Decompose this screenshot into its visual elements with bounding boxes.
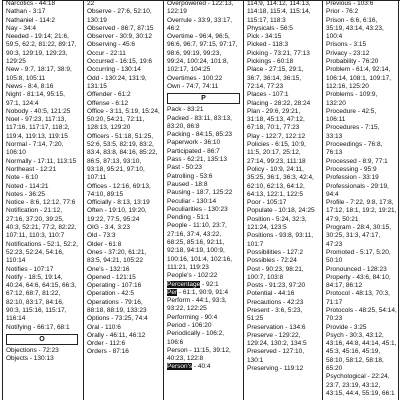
index-entry: Peculiar - 130:14 xyxy=(167,197,217,205)
index-entry: Overpowered - 122:13, 122:19 xyxy=(167,0,234,16)
index-entry: Observe - 27:6, 52:10, 130:19 xyxy=(87,8,152,24)
index-entry: Own - 74:7, 74:11 xyxy=(167,82,219,90)
index-entry: Nathaniel - 114:2 xyxy=(6,16,56,24)
index-entry: Protocol - 48:13, 70:3, 71:17 xyxy=(326,290,390,306)
index-entry: Property - 43:6, 84:10, 84:17, 86:12 xyxy=(326,273,391,290)
index-entry: 114:9, 114:12, 114:13, 114:18, 115:4, 115:14, 115:17, 118:3 xyxy=(247,0,311,24)
index-entry: Physicals - 56:5 xyxy=(247,24,293,32)
index-entry: Policy - 10:9, 24:11, 35:25, 36:1, 36:3, 42:4, 62:10, 62:13, 64:12, 64:13, 122:1, 122:5 xyxy=(247,165,314,198)
index-entry: Provide - 3:25 xyxy=(326,323,367,331)
index-entry: Notify - 18:5, 19:14, 40:24, 64:6, 64:15, 66:3, 67:12, 68:7, 81:22, 82:10, 83:17, 84:16, 90:3, 115:16, 115:17, 116:14 xyxy=(6,273,77,323)
index-entry: Periodically - 106:2, 106:6 xyxy=(167,330,225,346)
index-entry: Pronounced - 128:23 xyxy=(326,265,387,273)
index-entry: Northeast - 12:21 xyxy=(6,165,57,173)
entry-pages: - 92:1 xyxy=(200,280,219,288)
index-entry: Place - 27:15, 29:1, 36:7, 36:14, 36:15, 72:14, 77:23 xyxy=(247,66,304,90)
index-entry: Office - 3:11, 5:19, 15:24, 50:20, 54:21, 72:11, 128:13, 129:20 xyxy=(87,107,160,132)
index-entry: Profession - 33:19 xyxy=(326,174,379,182)
index-entry: Promoted - 5:17, 5:20, 50:10 xyxy=(326,248,391,265)
index-entry: Privacy - 23:12 xyxy=(326,49,370,57)
index-column-2 xyxy=(83,0,162,400)
index-entry: Occurring - 130:14 xyxy=(87,66,141,74)
index-entry: Perform - 44:1, 93:3, 93:22, 122:25 xyxy=(167,297,227,313)
index-letter-header: O xyxy=(6,334,78,345)
index-entry: Nathan - 3:17 xyxy=(6,8,46,16)
index-entry: Pausing - 18:7, 125:22 xyxy=(167,189,233,197)
index-entry: Normal - 7:14, 7:20, 106:10 xyxy=(6,141,64,157)
index-entry: Older - 61:8 xyxy=(87,240,122,248)
index-entry: Observer - 30:9, 30:12 xyxy=(87,33,153,41)
index-entry: Overrule - 33:9, 33:17, 46:2 xyxy=(167,16,233,32)
index-entry: Problem - 61:4, 92:14, 106:14, 108:1, 109:17, 112:16, 125:20 xyxy=(326,66,392,90)
index-entry: Normally - 17:11, 113:15 xyxy=(6,157,77,165)
index-entry: Notes - 36:25 xyxy=(6,190,46,198)
index-entry: Present - 3:6, 5:23, 51:25 xyxy=(247,306,303,323)
index-entry: Nobody - 40:5, 121:25 xyxy=(6,107,71,115)
index-entry: Observed - 86:7, 87:15 xyxy=(87,24,154,32)
index-column-5 xyxy=(322,0,399,400)
index-entry: New - 9:7, 18:17, 38:9, 105:8, 105:11 xyxy=(6,66,72,82)
index-entry: Preserving - 119:12 xyxy=(247,365,304,373)
index-entry: Processed - 8:9, 77:1 xyxy=(326,157,388,165)
index-entry: Packed - 83:11, 83:13, 83:20, 86:8 xyxy=(167,114,232,130)
index-entry: Positions - 93:8, 93:11, 101:7 xyxy=(247,232,314,248)
index-entry: Participated - 86:7 xyxy=(167,147,220,155)
index-entry: Post - 90:23, 98:21, 100:7, 103:8 xyxy=(247,265,304,281)
index-entry: Order - 112:6 xyxy=(87,340,126,348)
index-entry: News - 8:4, 8:16 xyxy=(6,82,54,90)
highlighted-term: Per xyxy=(167,288,178,296)
index-column-1 xyxy=(2,0,80,400)
index-entry: Offices - 12:16, 69:13, 74:10, 89:15 xyxy=(87,182,151,198)
index-entry: Night - 81:14, 95:15, 97:1, 124:4 xyxy=(6,91,65,107)
index-entry: Operation - 42:5 xyxy=(87,290,134,298)
index-entry: People's - 102:22 xyxy=(167,272,218,280)
index-entry: OIG - 3:4, 3:23 xyxy=(87,224,130,232)
index-entry: Probability - 76:20 xyxy=(326,58,379,66)
index-entry: Offender - 61:2 xyxy=(87,91,131,99)
index-entry: Past - 50:23 xyxy=(167,164,203,172)
index-entry: Noted - 114:21 xyxy=(6,182,49,190)
index-entry: Proceedings - 76:8, 76:13 xyxy=(326,141,383,157)
index-entry: Previous - 103:6 xyxy=(326,0,374,7)
index-entry: Potential - 44:16 xyxy=(247,290,295,298)
index-entry: Needed - 19:14; 21:6, 59:5, 62:2, 81:22, 89:17, 90:3, 129:19, 129:23, 129:25 xyxy=(6,33,77,66)
index-entry: Picking - 73:21, 77:13 xyxy=(247,49,310,57)
index-entry xyxy=(167,289,240,297)
index-entry: Pickings - 60:18 xyxy=(247,58,294,66)
index-entry: Often - 19:10, 19:20, 19:22, 77:5, 95:24 xyxy=(87,207,147,223)
index-entry: Protocols - 48:25, 54:14, 70:23 xyxy=(326,306,397,323)
index-entry: Officially - 8:13, 13:19 xyxy=(87,199,150,207)
index-entry: Overtime - 96:4, 96:5, 96:6, 96:7, 97:15, 97:17, 98:6, 99:19, 99:23, 99:24, 100:24, 101:8, 102:17, 104:25 xyxy=(167,33,238,74)
index-entry: Offense - 6:12 xyxy=(87,99,129,107)
index-entry: Noel - 97:23, 117:13, 117:16, 117:17, 118:2, 119:4, 119:13, 119:15 xyxy=(6,116,70,140)
index-entry xyxy=(167,281,240,289)
index-entry: Orally - 46:11, 46:12 xyxy=(87,331,146,339)
index-entry: Performing - 90:4 xyxy=(167,313,218,321)
index-entry: Prison - 6:6, 6:16, 35:19, 43:14, 43:23, 100:4 xyxy=(326,16,384,41)
index-entry: Psych - 30:3, 43:12, 43:16, 44:8, 44:14, 45:1, 45:3, 45:16, 45:19, 58:10, 58:12, 58:18, 65:20 xyxy=(326,331,397,373)
index-entry: Poor - 105:17 xyxy=(247,199,287,207)
index-entry: Person - 11:15, 39:12, 40:23, 122:8 xyxy=(167,346,231,363)
index-entry: Posts - 91:23, 97:20 xyxy=(247,282,306,290)
index-entry: Precautions - 42:23 xyxy=(247,298,304,306)
index-entry: Places - 107:1 xyxy=(247,91,289,99)
index-entry: Pending - 51:1 xyxy=(167,214,210,222)
index-entry: Processing - 95:9 xyxy=(326,165,377,173)
entry-pages: - 61:1, 90:9, 91:4 xyxy=(177,288,229,296)
index-entry: Position - 5:24, 32:3, 121:24, 123:5 xyxy=(247,215,307,232)
index-entry: Opened - 121:15 xyxy=(87,273,136,281)
index-entry: Notification - 21:12, 27:16, 37:20, 39:25, 40:3, 52:21, 77:2, 82:22, 107:11, 110:3, 110:7 xyxy=(6,207,77,240)
index-entry: Peculiarities - 130:23 xyxy=(167,205,228,213)
index-entry: Possibles - 72:24 xyxy=(247,257,297,265)
index-entry: Patrolling - 53:6 xyxy=(167,172,213,180)
index-entry: Objections - 72:23 xyxy=(6,346,59,354)
index-entry: Narcotics - 44:18 xyxy=(6,0,56,7)
index-entry: Preserve - 129:22, 129:24, 130:2, 134:5 xyxy=(247,331,307,348)
index-entry: Notifications - 52:1, 52:2, 52:23, 52:24, 54:16, 110:14 xyxy=(6,240,78,265)
index-entry: Odd - 130:24, 131:9, 131:15 xyxy=(87,74,147,90)
index-entry: Objects - 130:13 xyxy=(6,355,54,363)
index-entry: Nay - 34:4 xyxy=(6,24,36,32)
index-column-3 xyxy=(163,0,242,400)
index-entry xyxy=(167,363,240,371)
index-entry: Professionals - 29:19, 94:4 xyxy=(326,182,389,198)
index-letter-header: P xyxy=(167,93,240,104)
index-entry: Prisons - 3:15 xyxy=(326,41,367,49)
index-entry: Notice - 8:6, 12:12, 77:6 xyxy=(6,199,76,207)
index-entry: Notifying - 66:17, 68:1 xyxy=(6,323,70,331)
index-entry: Ones - 37:20, 61:21, 83:5, 94:21, 105:22 xyxy=(87,248,147,265)
index-entry: Picked - 118:3 xyxy=(247,41,289,49)
index-entry: Pick - 34:15 xyxy=(247,33,282,41)
index-entry: Period - 106:20 xyxy=(167,321,212,329)
index-entry: People - 11:10, 23:7, 27:16, 37:4, 43:22, 68:25, 85:16, 92:11, 92:18, 94:19, 100:9, 100:16, 101:4, 102:16, 111:21, 119:23 xyxy=(167,222,233,271)
index-entry: Observing - 45:6 xyxy=(87,41,136,49)
index-entry: Possibilities - 127:2 xyxy=(247,248,303,256)
index-entry: Pack - 83:21 xyxy=(167,106,204,114)
index-entry: Play - 122:7, 122:12 xyxy=(247,132,306,140)
index-entry: Packing - 84:15, 85:23 xyxy=(167,131,233,139)
highlighted-term: Person's xyxy=(167,363,193,371)
index-entry: Profile - 7:22, 9:8, 17:8, 17:12, 18:1, 19:2, 19:21, 47:9, 50:21 xyxy=(326,199,397,223)
index-entry: Officers - 51:18, 51:25, 52:6, 53:5, 82:19, 83:2, 83:4, 83:8, 84:16, 85:22, 86:5, 87:13, 93:10, 93:18, 95:21, 97:10, 107:11 xyxy=(87,132,158,182)
index-column-4 xyxy=(243,0,321,400)
index-entry: Procedures - 7:15, 33:13 xyxy=(326,124,380,140)
index-entry: Prior - 76:2 xyxy=(326,8,359,16)
index-entry: Populate - 10:18, 24:25 xyxy=(247,207,315,215)
index-entry: Placing - 28:22, 28:24 xyxy=(247,99,311,107)
index-entry: Policies - 6:15, 10:9, 11:5, 20:17, 25:12, 27:14, 99:23, 111:18 xyxy=(247,141,306,165)
index-entry: One's - 132:16 xyxy=(87,265,130,273)
index-entry: Orders - 87:16 xyxy=(87,348,129,356)
index-entry: Operating - 107:16 xyxy=(87,282,142,290)
index-entry: Psychological - 22:24, 23:7, 23:19, 43:12, 43:15, 44:4, 55:19, 66:1 xyxy=(326,373,395,397)
index-entry: Notifies - 107:17 xyxy=(6,265,54,273)
index-entry: Options - 73:25, 74:4 xyxy=(87,315,148,323)
index-entry: Old - 73:3 xyxy=(87,232,116,240)
index-entry: Pass - 62:21, 135:13 xyxy=(167,156,227,164)
index-entry: Note - 6:10 xyxy=(6,174,39,182)
index-entry: Program - 28:4, 30:15, 30:25, 31:3, 47:17, 47:23 xyxy=(326,224,392,248)
index-entry: Plan - 29:6, 29:21, 31:18, 45:13, 47:12, 67:18, 70:1, 77:23 xyxy=(247,107,305,132)
index-entry: Overtimes - 100:22 xyxy=(167,74,223,82)
index-entry: Operations - 79:16, 88:18, 88:19, 133:23 xyxy=(87,298,147,314)
highlighted-term: Percentage xyxy=(167,280,201,288)
index-entry: Procedure - 42:5, 106:11 xyxy=(326,107,377,124)
index-entry: Preserved - 127:10, 130:1 xyxy=(247,348,305,364)
index-entry: Problems - 109:9, 132:20 xyxy=(326,91,378,107)
index-entry: 22 xyxy=(87,0,95,7)
index-entry: Preservation - 134:6 xyxy=(247,323,306,331)
index-entry: Oral - 110:6 xyxy=(87,323,121,331)
index-entry: Occur - 22:11 xyxy=(87,49,126,57)
index-entry: Paperwork - 36:10 xyxy=(167,139,221,147)
index-entry: Occurred - 16:15, 19:6 xyxy=(87,58,153,66)
entry-pages: - 40:4 xyxy=(192,363,211,371)
index-entry: Paused - 18:8 xyxy=(167,180,208,188)
